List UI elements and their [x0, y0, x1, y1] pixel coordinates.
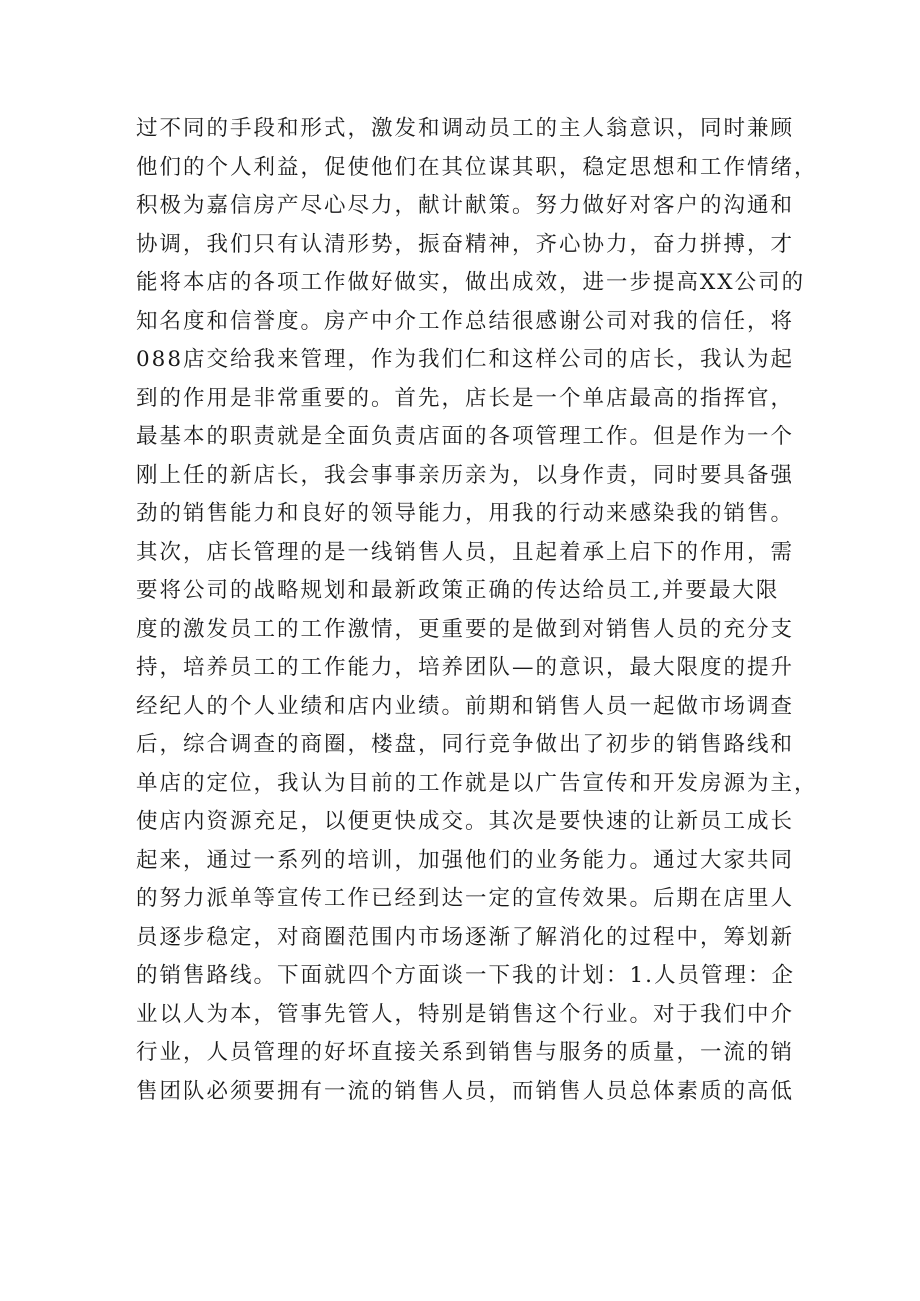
text-line: 到的作用是非常重要的。首先，店长是一个单店最高的指挥官，	[136, 385, 795, 411]
text-line: 售团队必须要拥有一流的销售人员，而销售人员总体素质的高低	[136, 1078, 795, 1104]
text-line: 的销售路线。下面就四个方面谈一下我的计划：1.人员管理：企	[136, 963, 796, 988]
text-line: 088店交给我来管理，作为我们仁和这样公司的店长，我认为起	[136, 347, 795, 372]
text-line: 单店的定位，我认为目前的工作就是以广告宣传和开发房源为主，	[136, 770, 818, 796]
text-line: 持，培养员工的工作能力，培养团队—的意识，最大限度的提升	[136, 655, 795, 680]
text-line: 起来，通过一系列的培训，加强他们的业务能力。通过大家共同	[136, 847, 795, 873]
text-line: 协调，我们只有认清形势，振奋精神，齐心协力，奋力拼搏，才	[136, 231, 795, 257]
text-line: 的努力派单等宣传工作已经到达一定的宣传效果。后期在店里人	[136, 886, 795, 911]
text-line: 员逐步稳定，对商圈范围内市场逐渐了解消化的过程中，筹划新	[136, 924, 795, 950]
text-line: 要将公司的战略规划和最新政策正确的传达给员工,并要最大限	[136, 578, 780, 603]
text-line: 积极为嘉信房产尽心尽力，献计献策。努力做好对客户的沟通和	[136, 193, 795, 218]
text-line: 最基本的职责就是全面负责店面的各项管理工作。但是作为一个	[136, 424, 795, 449]
text-line: 行业，人员管理的好坏直接关系到销售与服务的质量，一流的销	[136, 1040, 795, 1065]
text-line: 知名度和信誉度。房产中介工作总结很感谢公司对我的信任，将	[136, 308, 795, 334]
text-line: 经纪人的个人业绩和店内业绩。前期和销售人员一起做市场调查	[136, 693, 795, 719]
text-line: 能将本店的各项工作做好做实，做出成效，进一步提高XX公司的	[136, 270, 806, 295]
text-line: 使店内资源充足，以便更快成交。其次是要快速的让新员工成长	[136, 809, 795, 834]
text-line: 他们的个人利益，促使他们在其位谋其职，稳定思想和工作情绪，	[136, 154, 818, 180]
text-line: 劲的销售能力和良好的领导能力，用我的行动来感染我的销售。	[136, 501, 795, 526]
text-line: 后，综合调查的商圈，楼盘，同行竞争做出了初步的销售路线和	[136, 732, 795, 757]
text-line: 度的激发员工的工作激情，更重要的是做到对销售人员的充分支	[136, 616, 795, 642]
body-paragraph	[136, 110, 816, 1111]
text-line: 刚上任的新店长，我会事事亲历亲为，以身作责，同时要具备强	[136, 462, 795, 488]
text-line: 其次，店长管理的是一线销售人员，且起着承上启下的作用，需	[136, 539, 795, 565]
text-line: 业以人为本，管事先管人，特别是销售这个行业。对于我们中介	[136, 1001, 795, 1027]
text-line: 过不同的手段和形式，激发和调动员工的主人翁意识，同时兼顾	[136, 116, 795, 141]
